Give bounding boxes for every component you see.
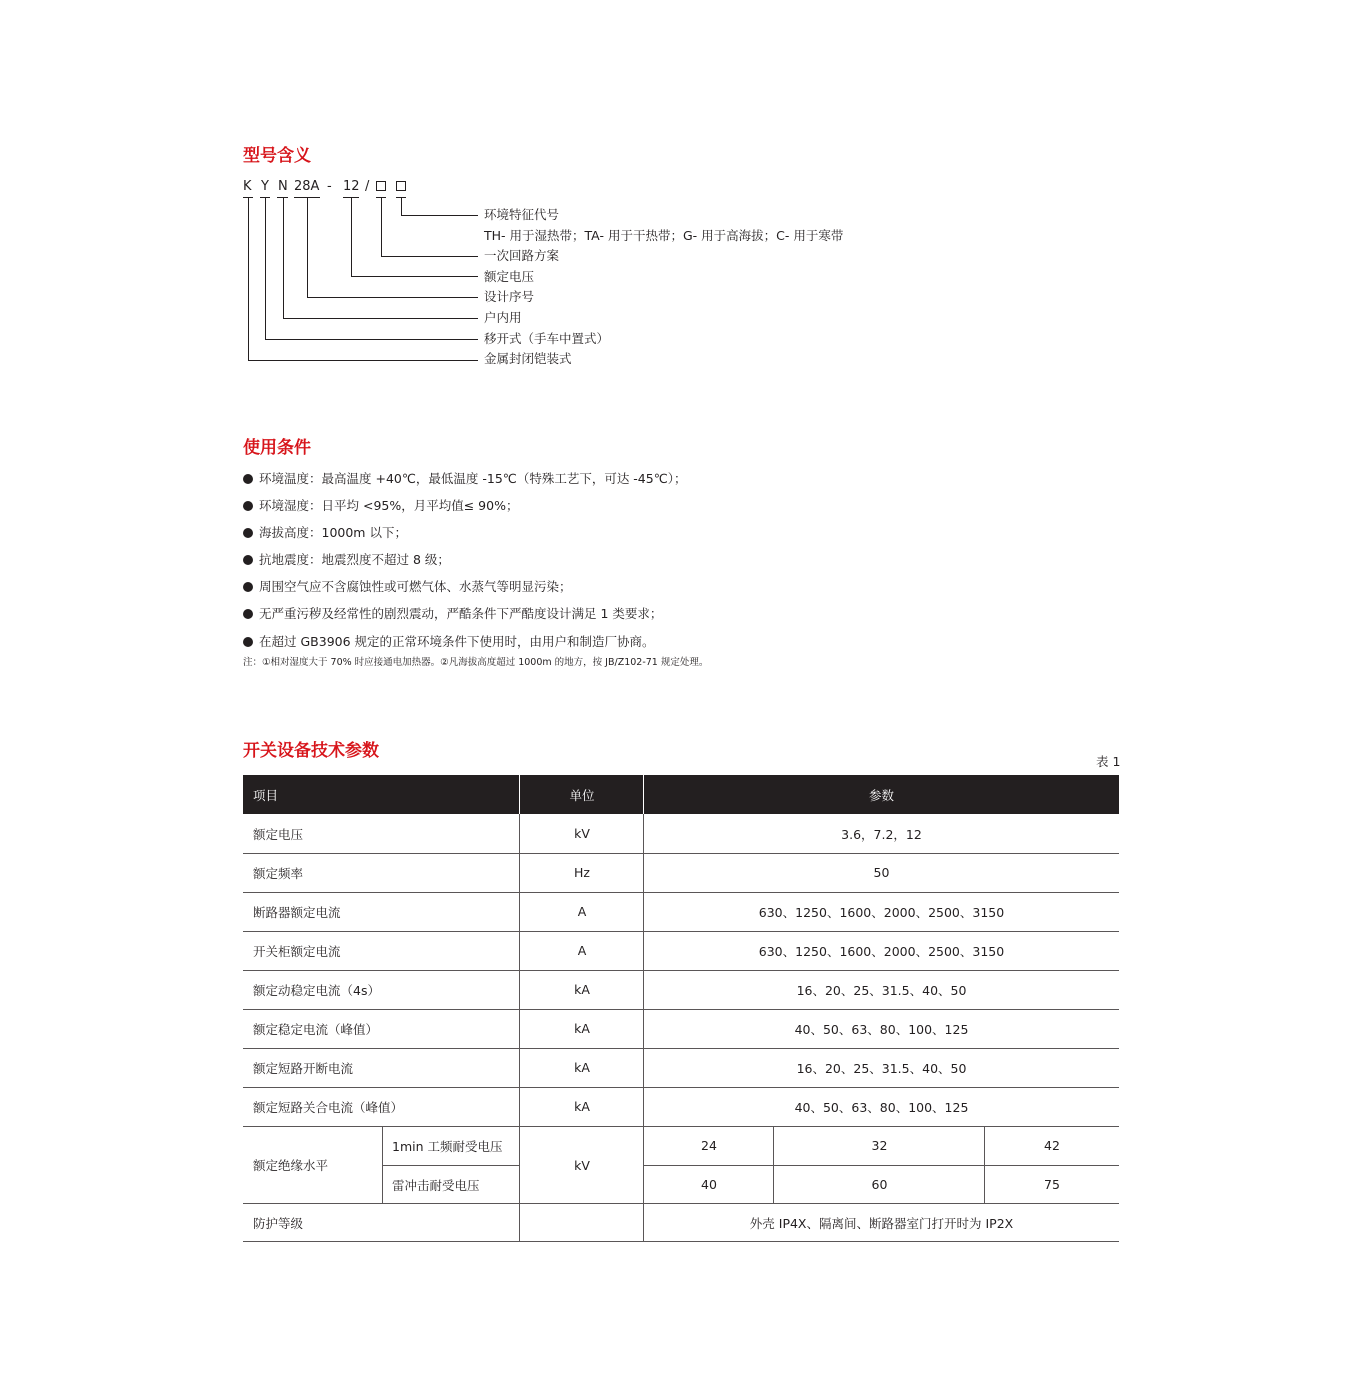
bullet-icon — [243, 609, 253, 619]
row-unit: kA — [574, 1060, 590, 1075]
row-unit: kV — [574, 1157, 590, 1173]
meaning-indoor: 户内用 — [484, 310, 522, 325]
row-value: 外壳 IP4X、隔离间、断路器室门打开时为 IP2X — [749, 1216, 1014, 1231]
conditions-note: 注：①相对湿度大于 70% 时应接通电加热器。②凡海拔高度超过 1000m 的地方，按 JB/Z102-71 规定处理。 — [243, 657, 709, 668]
code-char-voltage: 12 — [343, 179, 360, 194]
meaning-environment: 环境特征代号 — [484, 207, 560, 222]
column-divider — [643, 814, 644, 1242]
leader-vertical-environment — [401, 197, 402, 216]
row-item: 额定绝缘水平 — [253, 1158, 329, 1173]
row-divider — [243, 1048, 1119, 1049]
row-divider — [382, 1165, 520, 1166]
code-char-k: K — [243, 179, 252, 194]
code-char-dash: - — [327, 179, 332, 194]
row-value: 630、1250、1600、2000、2500、3150 — [758, 943, 1005, 959]
table-header-item: 项目 — [243, 775, 520, 814]
row-value: 40、50、63、80、100、125 — [794, 1099, 969, 1115]
header-divider — [519, 775, 520, 814]
meaning-scheme: 一次回路方案 — [484, 248, 560, 263]
table-number: 表 1 — [1096, 754, 1121, 769]
meaning-metal-clad: 金属封闭铠装式 — [484, 351, 572, 366]
row-unit: A — [577, 904, 587, 919]
bullet-icon — [243, 555, 253, 565]
row-item: 额定短路关合电流（峰值） — [253, 1099, 404, 1115]
section-title-model: 型号含义 — [243, 146, 311, 166]
row-divider — [243, 853, 1119, 854]
insulation-value: 24 — [701, 1138, 717, 1153]
code-char-design: 28A — [294, 179, 320, 194]
row-item: 断路器额定电流 — [253, 904, 341, 920]
insulation-sub-label: 1min 工频耐受电压 — [392, 1138, 503, 1154]
row-item: 防护等级 — [253, 1216, 304, 1231]
leader-vertical-n — [283, 197, 284, 319]
row-item: 额定频率 — [253, 865, 304, 881]
row-unit: Hz — [574, 865, 590, 880]
section-title-conditions: 使用条件 — [243, 438, 311, 458]
row-value: 630、1250、1600、2000、2500、3150 — [758, 904, 1005, 920]
row-divider — [243, 1009, 1119, 1010]
condition-text: 海拔高度：1000m 以下； — [259, 525, 407, 540]
row-divider — [243, 1087, 1119, 1088]
leader-horizontal-environment — [401, 215, 478, 216]
leader-horizontal-design — [307, 297, 478, 298]
row-value: 50 — [873, 865, 890, 880]
row-value: 16、20、25、31.5、40、50 — [796, 1060, 967, 1076]
condition-text: 周围空气应不含腐蚀性或可燃气体、水蒸气等明显污染； — [259, 579, 572, 594]
table-header-params: 参数 — [644, 775, 1119, 814]
row-divider — [243, 1203, 1119, 1204]
code-char-y: Y — [261, 179, 269, 194]
condition-text: 无严重污秽及经常性的剧烈震动，严酷条件下严酷度设计满足 1 类要求； — [259, 606, 663, 621]
code-box-scheme — [376, 181, 386, 191]
list-item — [243, 525, 407, 541]
list-item — [243, 634, 655, 650]
column-divider — [984, 1126, 985, 1204]
leader-vertical-voltage — [351, 197, 352, 277]
bullet-icon — [243, 474, 253, 484]
row-divider — [243, 1126, 1119, 1127]
row-value: 3.6，7.2，12 — [841, 826, 922, 842]
code-char-n: N — [278, 179, 288, 194]
meaning-environment-codes: TH- 用于湿热带；TA- 用于干热带；G- 用于高海拔；C- 用于寒带 — [484, 228, 844, 243]
list-item — [243, 471, 687, 487]
list-item — [243, 552, 450, 568]
leader-horizontal-scheme — [381, 256, 478, 257]
row-divider — [243, 892, 1119, 893]
list-item — [243, 579, 572, 595]
bullet-icon — [243, 582, 253, 592]
list-item — [243, 498, 518, 514]
insulation-value: 32 — [871, 1138, 888, 1153]
leader-horizontal-y — [265, 339, 478, 340]
condition-text: 环境温度：最高温度 +40℃，最低温度 -15℃（特殊工艺下，可达 -45℃）； — [259, 471, 687, 486]
meaning-withdrawable: 移开式（手车中置式） — [484, 331, 610, 346]
insulation-value: 42 — [1044, 1138, 1060, 1153]
row-value: 40、50、63、80、100、125 — [794, 1021, 969, 1037]
insulation-value: 75 — [1044, 1177, 1060, 1192]
insulation-value: 60 — [871, 1177, 888, 1192]
row-unit: kA — [574, 1099, 590, 1114]
row-unit: A — [577, 943, 587, 958]
condition-text: 环境湿度：日平均 <95%，月平均值≤ 90%； — [259, 498, 519, 513]
column-divider — [519, 814, 520, 1242]
code-char-slash: / — [365, 179, 370, 194]
insulation-sub-label: 雷冲击耐受电压 — [392, 1177, 480, 1193]
leader-vertical-k — [248, 197, 249, 361]
bullet-icon — [243, 501, 253, 511]
row-unit: kA — [574, 1021, 590, 1036]
row-item: 额定电压 — [253, 826, 304, 842]
row-item: 开关柜额定电流 — [253, 943, 341, 959]
row-item: 额定稳定电流（峰值） — [253, 1021, 379, 1037]
leader-horizontal-voltage — [351, 276, 478, 277]
table-bottom-rule — [243, 1241, 1119, 1242]
leader-vertical-y — [265, 197, 266, 340]
table-header-unit: 单位 — [520, 775, 644, 814]
meaning-design: 设计序号 — [484, 289, 535, 304]
column-divider — [382, 1126, 383, 1204]
row-unit: kA — [574, 982, 590, 997]
row-value: 16、20、25、31.5、40、50 — [796, 982, 967, 998]
meaning-voltage: 额定电压 — [484, 269, 535, 284]
row-divider — [243, 970, 1119, 971]
row-divider — [243, 931, 1119, 932]
row-item: 额定动稳定电流（4s） — [253, 982, 380, 998]
column-divider — [773, 1126, 774, 1204]
bullet-icon — [243, 528, 253, 538]
list-item — [243, 606, 662, 622]
leader-horizontal-n — [283, 318, 478, 319]
condition-text: 在超过 GB3906 规定的正常环境条件下使用时，由用户和制造厂协商。 — [259, 634, 655, 649]
spec-table — [243, 775, 1119, 1242]
row-unit — [520, 1204, 644, 1242]
row-unit: kV — [574, 826, 590, 841]
leader-horizontal-k — [248, 360, 478, 361]
bullet-icon — [243, 637, 253, 647]
leader-vertical-design — [307, 197, 308, 298]
row-divider — [644, 1165, 1119, 1166]
code-box-environment — [396, 181, 406, 191]
insulation-value: 40 — [701, 1177, 717, 1192]
condition-text: 抗地震度：地震烈度不超过 8 级； — [259, 552, 450, 567]
row-item: 额定短路开断电流 — [253, 1060, 354, 1076]
section-title-params: 开关设备技术参数 — [243, 741, 379, 761]
leader-vertical-scheme — [381, 197, 382, 257]
header-divider — [643, 775, 644, 814]
